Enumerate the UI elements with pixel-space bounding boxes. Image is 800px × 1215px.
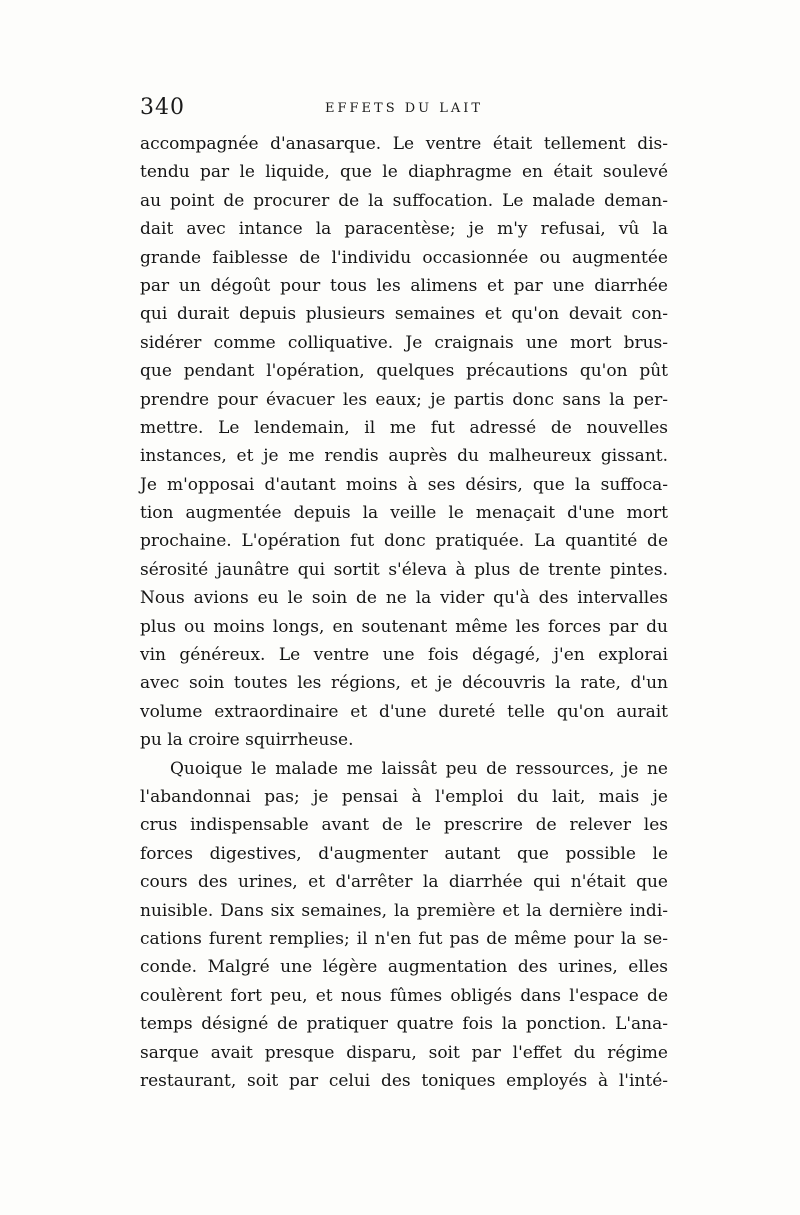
- text-line: sérosité jaunâtre qui sortit s'éleva à plus de trente pintes.: [140, 559, 668, 580]
- text-line: l'abandonnai pas; je pensai à l'emploi du lait, mais je: [140, 786, 668, 807]
- paragraph-2: [140, 755, 668, 1096]
- text-line: forces digestives, d'augmenter autant que possible le: [140, 843, 668, 864]
- text-line: pu la croire squirrheuse.: [140, 730, 354, 751]
- text-line: mettre. Le lendemain, il me fut adressé de nouvelles: [140, 417, 668, 438]
- text-line: cations furent remplies; il n'en fut pas de même pour la se-: [140, 928, 668, 949]
- text-line: coulèrent fort peu, et nous fûmes obligés dans l'espace de: [140, 985, 668, 1006]
- text-line: Quoique le malade me laissât peu de ressources, je ne: [170, 758, 668, 779]
- text-line: Nous avions eu le soin de ne la vider qu'à des intervalles: [140, 588, 668, 609]
- running-head: EFFETS DU LAIT: [325, 101, 484, 116]
- text-line: restaurant, soit par celui des toniques employés à l'inté-: [140, 1070, 668, 1091]
- page-number: 340: [140, 95, 185, 120]
- text-line: tion augmentée depuis la veille le menaçait d'une mort: [140, 503, 668, 524]
- text-line: tendu par le liquide, que le diaphragme en était soulevé: [140, 162, 668, 183]
- text-line: que pendant l'opération, quelques précautions qu'on pût: [140, 361, 668, 382]
- text-line: prochaine. L'opération fut donc pratiquée. La quantité de: [140, 531, 668, 552]
- body-text: [140, 130, 668, 1095]
- text-line: avec soin toutes les régions, et je découvris la rate, d'un: [140, 673, 668, 694]
- text-line: Je m'opposai d'autant moins à ses désirs, que la suffoca-: [140, 474, 668, 495]
- text-line: cours des urines, et d'arrêter la diarrhée qui n'était que: [140, 872, 668, 893]
- page-header: [140, 95, 670, 125]
- text-line: prendre pour évacuer les eaux; je partis donc sans la per-: [140, 389, 668, 410]
- paragraph-1: [140, 130, 668, 755]
- text-line: au point de procurer de la suffocation. Le malade deman-: [140, 190, 668, 211]
- text-line: nuisible. Dans six semaines, la première et la dernière indi-: [140, 900, 668, 921]
- text-line: conde. Malgré une légère augmentation des urines, elles: [140, 957, 668, 978]
- text-line: grande faiblesse de l'individu occasionnée ou augmentée: [140, 247, 668, 268]
- text-line: temps désigné de pratiquer quatre fois la ponction. L'ana-: [140, 1014, 668, 1035]
- text-line: sidérer comme colliquative. Je craignais une mort brus-: [140, 332, 668, 353]
- text-line: vin généreux. Le ventre une fois dégagé, j'en explorai: [140, 645, 668, 666]
- text-line: plus ou moins longs, en soutenant même les forces par du: [140, 616, 668, 637]
- text-line: crus indispensable avant de le prescrire de relever les: [140, 815, 668, 836]
- text-line: qui durait depuis plusieurs semaines et qu'on devait con-: [140, 304, 668, 325]
- text-line: dait avec intance la paracentèse; je m'y refusai, vû la: [140, 219, 668, 240]
- text-line: sarque avait presque disparu, soit par l'effet du régime: [140, 1042, 668, 1063]
- text-line: volume extraordinaire et d'une dureté telle qu'on aurait: [140, 701, 668, 722]
- text-line: par un dégoût pour tous les alimens et par une diarrhée: [140, 275, 668, 296]
- text-line: accompagnée d'anasarque. Le ventre était tellement dis-: [140, 134, 668, 154]
- text-line: instances, et je me rendis auprès du malheureux gissant.: [140, 446, 668, 467]
